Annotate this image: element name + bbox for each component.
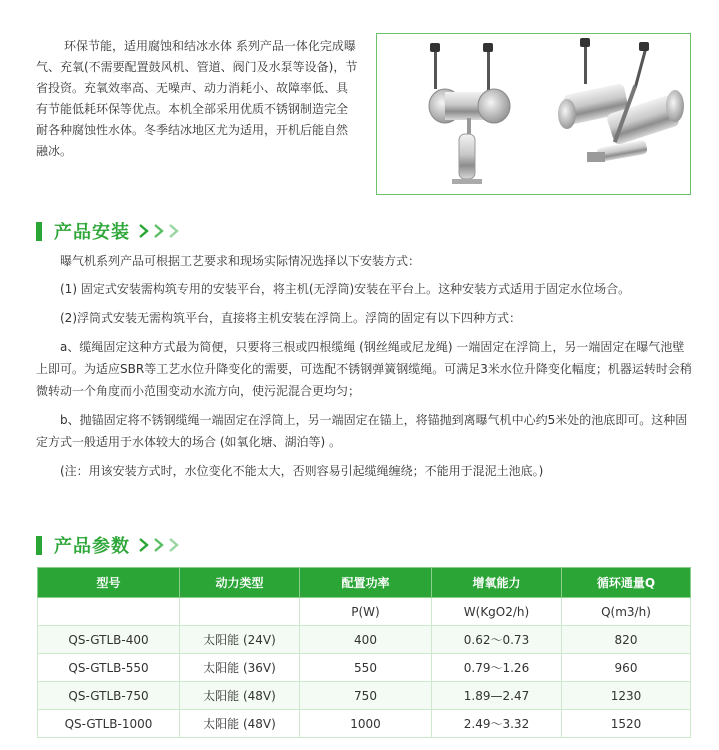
col-header-oxygen-capacity: 增氧能力 xyxy=(432,568,562,598)
cell-flow: 1520 xyxy=(562,710,691,738)
product-photo xyxy=(376,33,691,195)
table-row xyxy=(38,654,691,682)
cell-model: QS-GTLB-750 xyxy=(38,682,180,710)
params-section-header xyxy=(36,532,186,558)
unit-cell: P(W) xyxy=(300,598,432,626)
cell-flow: 820 xyxy=(562,626,691,654)
chevron-right-icon xyxy=(138,537,186,553)
unit-cell: W(KgO2/h) xyxy=(432,598,562,626)
cell-power: 550 xyxy=(300,654,432,682)
cell-power: 750 xyxy=(300,682,432,710)
cell-flow: 1230 xyxy=(562,682,691,710)
cell-model: QS-GTLB-1000 xyxy=(38,710,180,738)
section-marker xyxy=(36,222,42,241)
install-section-header xyxy=(36,218,186,244)
cell-flow: 960 xyxy=(562,654,691,682)
cell-oxygen: 0.79～1.26 xyxy=(432,654,562,682)
aerator-left-image xyxy=(429,43,510,184)
install-title: 产品安装 xyxy=(54,222,130,243)
intro-text-block xyxy=(36,36,358,162)
col-header-model: 型号 xyxy=(38,568,180,598)
table-row xyxy=(38,710,691,738)
table-header-row xyxy=(38,568,691,598)
cell-oxygen: 2.49～3.32 xyxy=(432,710,562,738)
col-header-circulation-flow: 循环通量Q xyxy=(562,568,691,598)
unit-cell: Q(m3/h) xyxy=(562,598,691,626)
chevron-right-icon xyxy=(138,223,186,239)
install-paragraph: a、缆绳固定这种方式最为简便，只要将三根或四根缆绳 (钢丝绳或尼龙绳) 一端固定在浮筒上，另一端固定在曝气池壁上即可。为适应SBR等工艺水位升降变化的需要，可选配不锈钢弹簧钢缆绳。可满足3米水位升降变化幅度；机器运转时会稍微转动一个角度而小范围变动水流方向，使污泥混合更均匀； xyxy=(36,340,692,398)
install-paragraph: 曝气机系列产品可根据工艺要求和现场实际情况选择以下安装方式： xyxy=(60,254,421,268)
cell-power-type: 太阳能 (24V) xyxy=(180,626,300,654)
aerator-right-image xyxy=(558,38,684,162)
install-paragraph: b、抛锚固定将不锈钢缆绳一端固定在浮筒上，另一端固定在锚上，将锚抛到离曝气机中心约5米处的池底即可。这种固定方式一般适用于水体较大的场合 (如氧化塘、湖泊等) 。 xyxy=(36,413,688,449)
table-row xyxy=(38,626,691,654)
intro-paragraph: 环保节能，适用腐蚀和结冰水体 系列产品一体化完成曝气、充氧(不需要配置鼓风机、管道、阀门及水泵等设备)，节省投资。充氧效率高、无噪声、动力消耗小、故障率低、具有节能低耗环保等优点。本机全部采用优质不锈钢制造完全耐各种腐蚀性水体。冬季结冰地区尤为适用，开机后能自然融冰。 xyxy=(36,39,358,158)
cell-power-type: 太阳能 (48V) xyxy=(180,710,300,738)
params-table xyxy=(37,567,691,738)
cell-model: QS-GTLB-550 xyxy=(38,654,180,682)
table-units-row xyxy=(38,598,691,626)
col-header-power-type: 动力类型 xyxy=(180,568,300,598)
install-paragraph: (2)浮筒式安装无需构筑平台，直接将主机安装在浮筒上。浮筒的固定有以下四种方式： xyxy=(60,311,522,325)
cell-power-type: 太阳能 (48V) xyxy=(180,682,300,710)
aerator-illustration xyxy=(377,34,690,194)
cell-oxygen: 0.62～0.73 xyxy=(432,626,562,654)
cell-oxygen: 1.89—2.47 xyxy=(432,682,562,710)
cell-power: 400 xyxy=(300,626,432,654)
cell-model: QS-GTLB-400 xyxy=(38,626,180,654)
section-marker xyxy=(36,536,42,555)
unit-cell xyxy=(38,598,180,626)
col-header-rated-power: 配置功率 xyxy=(300,568,432,598)
params-title: 产品参数 xyxy=(54,536,130,557)
install-body xyxy=(36,250,696,489)
cell-power: 1000 xyxy=(300,710,432,738)
unit-cell xyxy=(180,598,300,626)
cell-power-type: 太阳能 (36V) xyxy=(180,654,300,682)
table-row xyxy=(38,682,691,710)
install-paragraph: (1) 固定式安装需构筑专用的安装平台，将主机(无浮筒)安装在平台上。这种安装方式适用于固定水位场合。 xyxy=(60,282,631,296)
install-note: (注：用该安装方式时，水位变化不能太大，否则容易引起缆绳缠绕；不能用于混泥土池底。) xyxy=(60,464,544,478)
